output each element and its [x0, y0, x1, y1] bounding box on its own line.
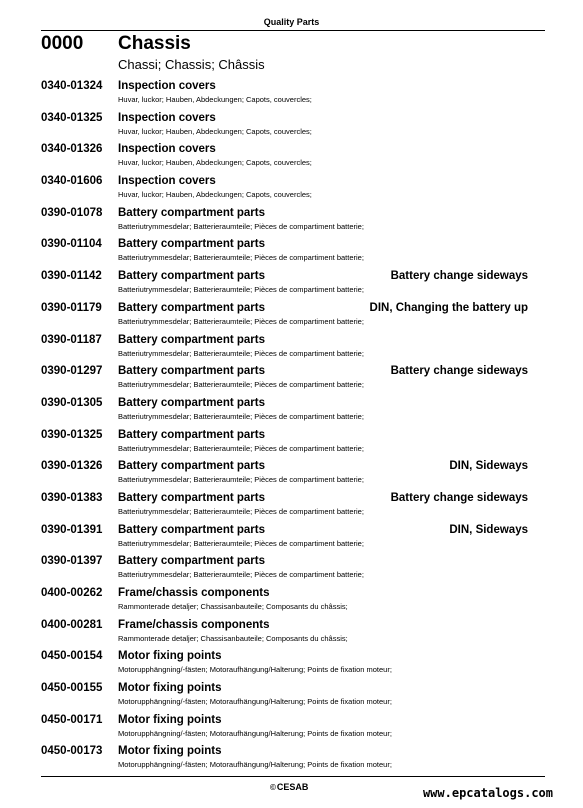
part-description: Huvar, luckor; Hauben, Abdeckungen; Capots, couvercles;	[118, 158, 312, 168]
part-code: 0450-00154	[41, 650, 103, 663]
part-description: Batteriutrymmesdelar; Batterieraumteile; Pièces de compartiment batterie;	[118, 538, 364, 548]
part-title: Battery compartment parts	[118, 460, 265, 473]
part-variant: Battery change sideways	[390, 270, 528, 283]
part-description: Motorupphängning/-fästen; Motoraufhängung/Halterung; Points de fixation moteur;	[118, 760, 392, 770]
part-code: 0450-00173	[41, 745, 103, 758]
part-code: 0450-00155	[41, 682, 103, 695]
part-code: 0450-00171	[41, 713, 103, 726]
header-divider	[41, 30, 545, 31]
part-row[interactable]	[0, 80, 583, 112]
part-variant: DIN, Changing the battery up	[369, 301, 528, 314]
part-row[interactable]	[0, 650, 583, 682]
part-description: Batteriutrymmesdelar; Batterieraumteile; Pièces de compartiment batterie;	[118, 348, 364, 358]
part-code: 0340-01324	[41, 80, 103, 92]
part-title: Battery compartment parts	[118, 270, 265, 283]
part-description: Motorupphängning/-fästen; Motoraufhängung/Halterung; Points de fixation moteur;	[118, 697, 392, 707]
part-description: Batteriutrymmesdelar; Batterieraumteile; Pièces de compartiment batterie;	[118, 253, 364, 263]
part-description: Batteriutrymmesdelar; Batterieraumteile; Pièces de compartiment batterie;	[118, 221, 364, 231]
part-row[interactable]	[0, 714, 583, 746]
part-row[interactable]	[0, 397, 583, 429]
part-title: Battery compartment parts	[118, 428, 265, 441]
part-description: Huvar, luckor; Hauben, Abdeckungen; Capots, couvercles;	[118, 95, 312, 104]
part-title: Frame/chassis components	[118, 618, 270, 631]
part-row[interactable]	[0, 587, 583, 619]
part-code: 0390-01391	[41, 523, 103, 536]
part-description: Huvar, luckor; Hauben, Abdeckungen; Capots, couvercles;	[118, 126, 312, 136]
part-title: Inspection covers	[118, 80, 216, 92]
part-title: Inspection covers	[118, 175, 216, 188]
part-row[interactable]	[0, 270, 583, 302]
part-description: Batteriutrymmesdelar; Batterieraumteile; Pièces de compartiment batterie;	[118, 285, 364, 295]
part-title: Battery compartment parts	[118, 238, 265, 251]
part-code: 0390-01326	[41, 460, 103, 473]
part-row[interactable]	[0, 492, 583, 524]
part-description: Rammonterade detaljer; Chassisanbauteile; Composants du châssis;	[118, 602, 348, 611]
part-description: Rammonterade detaljer; Chassisanbauteile; Composants du châssis;	[118, 633, 348, 643]
part-code: 0390-01104	[41, 238, 102, 251]
part-title: Inspection covers	[118, 111, 216, 124]
parts-list	[0, 80, 583, 777]
part-title: Motor fixing points	[118, 650, 222, 663]
logo-text: CESAB	[276, 782, 309, 792]
part-row[interactable]	[0, 460, 583, 492]
copyright-symbol: ©	[270, 783, 276, 792]
part-row[interactable]	[0, 302, 583, 334]
part-row[interactable]	[0, 365, 583, 397]
footer-divider	[41, 776, 545, 777]
part-title: Battery compartment parts	[118, 396, 265, 409]
part-title: Inspection covers	[118, 143, 216, 156]
watermark-link[interactable]: www.epcatalogs.com	[422, 786, 553, 800]
part-description: Motorupphängning/-fästen; Motoraufhängung/Halterung; Points de fixation moteur;	[118, 728, 392, 738]
part-description: Batteriutrymmesdelar; Batterieraumteile; Pièces de compartiment batterie;	[118, 475, 364, 485]
part-row[interactable]	[0, 745, 583, 777]
part-variant: DIN, Sideways	[449, 523, 528, 536]
part-description: Batteriutrymmesdelar; Batterieraumteile; Pièces de compartiment batterie;	[118, 411, 364, 421]
part-code: 0390-01397	[41, 555, 103, 568]
part-row[interactable]	[0, 238, 583, 270]
part-code: 0340-01326	[41, 143, 103, 156]
part-description: Batteriutrymmesdelar; Batterieraumteile; Pièces de compartiment batterie;	[118, 380, 364, 390]
part-row[interactable]	[0, 429, 583, 461]
part-description: Motorupphängning/-fästen; Motoraufhängung/Halterung; Points de fixation moteur;	[118, 665, 392, 675]
part-row[interactable]	[0, 524, 583, 556]
part-row[interactable]	[0, 334, 583, 366]
part-code: 0390-01142	[41, 270, 102, 283]
part-code: 0390-01078	[41, 206, 103, 219]
part-row[interactable]	[0, 207, 583, 239]
part-title: Frame/chassis components	[118, 587, 270, 599]
part-row[interactable]	[0, 682, 583, 714]
part-code: 0390-01305	[41, 396, 103, 409]
part-title: Battery compartment parts	[118, 206, 265, 219]
part-code: 0340-01325	[41, 111, 103, 124]
part-title: Motor fixing points	[118, 713, 222, 726]
part-code: 0400-00262	[41, 587, 103, 599]
part-code: 0390-01297	[41, 365, 103, 378]
part-code: 0390-01187	[41, 333, 102, 346]
part-variant: Battery change sideways	[390, 491, 528, 504]
part-description: Batteriutrymmesdelar; Batterieraumteile; Pièces de compartiment batterie;	[118, 506, 364, 516]
cesab-logo	[270, 782, 308, 792]
part-row[interactable]	[0, 555, 583, 587]
part-variant: DIN, Sideways	[449, 460, 528, 473]
part-description: Batteriutrymmesdelar; Batterieraumteile; Pièces de compartiment batterie;	[118, 316, 364, 326]
part-title: Battery compartment parts	[118, 333, 265, 346]
part-title: Battery compartment parts	[118, 365, 265, 378]
section-code: 0000	[41, 33, 84, 54]
part-description: Batteriutrymmesdelar; Batterieraumteile; Pièces de compartiment batterie;	[118, 443, 364, 453]
part-code: 0400-00281	[41, 618, 103, 631]
part-description: Batteriutrymmesdelar; Batterieraumteile; Pièces de compartiment batterie;	[118, 570, 364, 580]
part-code: 0390-01179	[41, 301, 102, 314]
section-title: Chassis	[118, 33, 191, 54]
part-code: 0390-01325	[41, 428, 103, 441]
section-subtitle: Chassi; Chassis; Châssis	[118, 57, 265, 72]
part-row[interactable]	[0, 143, 583, 175]
part-title: Battery compartment parts	[118, 555, 265, 568]
part-code: 0340-01606	[41, 175, 103, 188]
part-title: Battery compartment parts	[118, 301, 265, 314]
part-row[interactable]	[0, 619, 583, 651]
part-title: Motor fixing points	[118, 682, 222, 695]
part-title: Motor fixing points	[118, 745, 222, 758]
part-variant: Battery change sideways	[390, 365, 528, 378]
part-code: 0390-01383	[41, 491, 103, 504]
part-row[interactable]	[0, 175, 583, 207]
part-description: Huvar, luckor; Hauben, Abdeckungen; Capots, couvercles;	[118, 190, 312, 200]
part-title: Battery compartment parts	[118, 523, 265, 536]
part-row[interactable]	[0, 112, 583, 144]
page-header-title: Quality Parts	[263, 17, 320, 27]
part-title: Battery compartment parts	[118, 491, 265, 504]
